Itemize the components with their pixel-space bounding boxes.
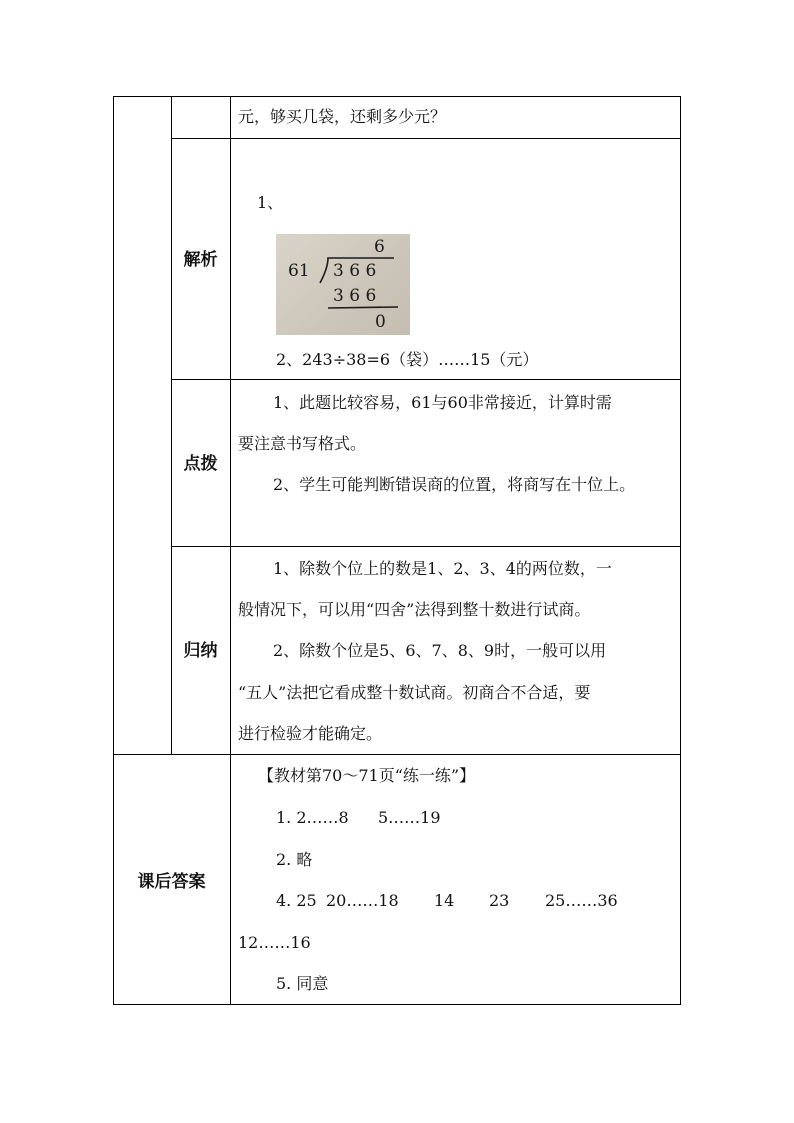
answers-line5: 12……16	[238, 933, 311, 952]
border-row2	[171, 379, 681, 380]
border-left	[113, 96, 114, 1005]
division-divisor: 61	[288, 261, 310, 281]
border-bottom	[113, 1004, 681, 1005]
jiexi-item1: 1、	[257, 193, 284, 212]
answers-line4a: 4. 25	[276, 891, 317, 910]
guina-line1: 1、除数个位上的数是1、2、3、4的两位数，一	[273, 559, 612, 578]
answers-line1: 【教材第70～71页“练一练”】	[258, 766, 476, 785]
dianbo-line2: 要注意书写格式。	[238, 434, 367, 453]
jiexi-item2: 2、243÷38=6（袋）……15（元）	[276, 350, 539, 369]
border-col2	[230, 96, 231, 1005]
label-dianbo: 点拨	[183, 454, 218, 474]
dianbo-line1: 1、此题比较容易，61与60非常接近，计算时需	[273, 393, 612, 412]
answers-line2b: 5……19	[378, 808, 441, 827]
guina-line2: 般情况下，可以用“四舍”法得到整十数进行试商。	[238, 600, 591, 619]
division-rule	[328, 307, 398, 308]
long-division-figure	[276, 234, 410, 335]
answers-line4e: 25……36	[545, 891, 618, 910]
division-dividend: 3 6 6	[333, 261, 377, 281]
answers-line3: 2. 略	[276, 850, 313, 869]
answers-line4c: 14	[434, 891, 455, 910]
label-jiexi: 解析	[183, 250, 218, 270]
border-row3	[171, 546, 681, 547]
label-answers: 课后答案	[137, 872, 206, 892]
border-right	[680, 96, 681, 1005]
label-guina: 归纳	[183, 641, 218, 661]
long-division-photo	[276, 234, 410, 335]
guina-line5: 进行检验才能确定。	[238, 724, 383, 743]
division-remainder: 0	[375, 312, 386, 332]
guina-line3: 2、除数个位是5、6、7、8、9时，一般可以用	[273, 641, 607, 660]
answers-line6: 5. 同意	[276, 974, 329, 993]
answers-line4d: 23	[489, 891, 510, 910]
division-product: 3 6 6	[333, 286, 377, 306]
question-continuation: 元，够买几袋，还剩多少元？	[238, 107, 447, 126]
border-row4	[113, 754, 681, 755]
border-top	[113, 96, 681, 97]
guina-line4: “五人”法把它看成整十数试商。初商合不合适，要	[238, 683, 591, 702]
border-row1	[171, 138, 681, 139]
division-quotient: 6	[374, 237, 385, 257]
answers-line2a: 1. 2……8	[276, 808, 349, 827]
answers-line4b: 20……18	[326, 891, 399, 910]
dianbo-line3: 2、学生可能判断错误商的位置，将商写在十位上。	[273, 475, 636, 494]
